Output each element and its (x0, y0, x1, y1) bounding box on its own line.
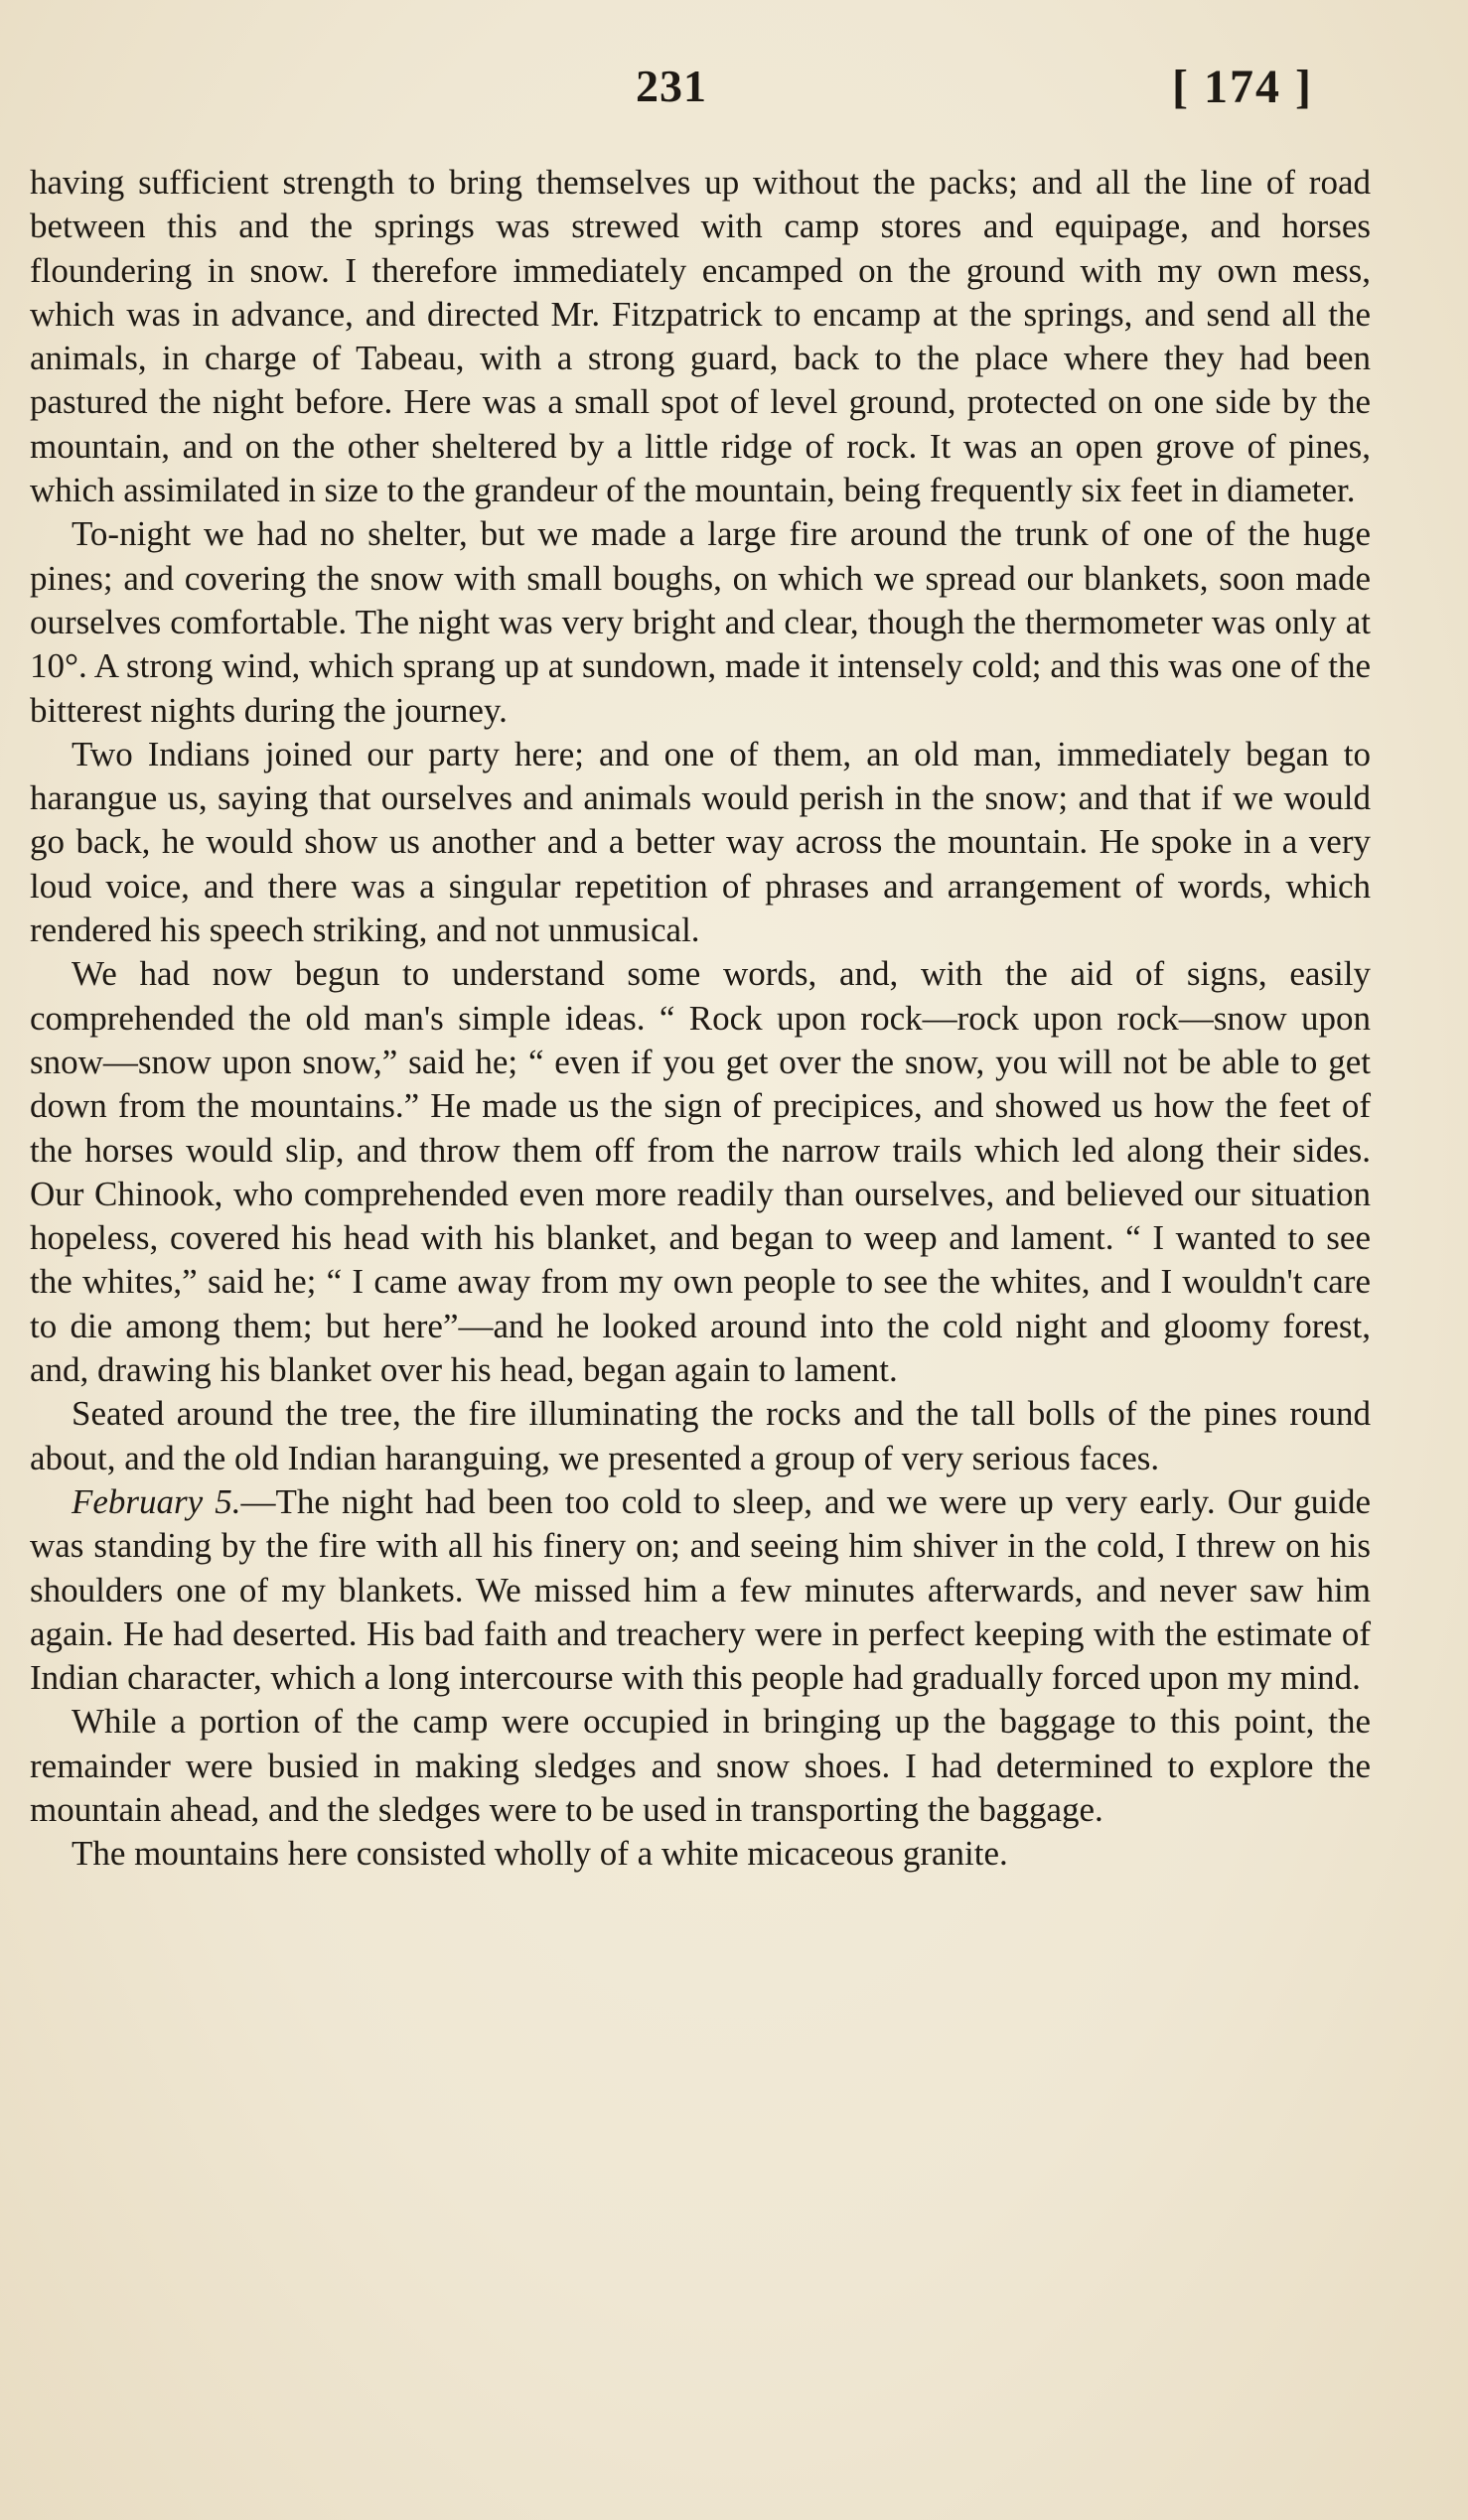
body-text (30, 161, 1371, 1877)
paragraph: February 5.—The night had been too cold to sleep, and we were up very early. Our guide was standing by the fire with all his finery on; and seeing him shiver in the cold, I threw on his shoulders one of my blankets. We missed him a few minutes afterwards, and never saw him again. He had deserted. His bad faith and treachery were in perfect keeping with the estimate of Indian character, which a long intercourse with this people had gradually forced upon my mind. (30, 1481, 1371, 1698)
entry-date: February 5. (72, 1481, 241, 1521)
paragraph: While a portion of the camp were occupied in bringing up the baggage to this point, the remainder were busied in making sledges and snow shoes. I had determined to explore the mountain ahead, and the sledges were to be used in transporting the baggage. (30, 1702, 1371, 1829)
page-number: 231 (636, 61, 707, 111)
paragraph: Two Indians joined our party here; and one of them, an old man, immediately began to harangue us, saying that ourselves and animals would perish in the snow; and that if we would go back, he would show us another and a better way across the mountain. He spoke in a very loud voice, and there was a singular repetition of phrases and arrangement of words, which rendered his speech striking, and not unmusical. (30, 734, 1371, 950)
paragraph: To-night we had no shelter, but we made a large fire around the trunk of one of the huge pines; and covering the snow with small boughs, on which we spread our blankets, soon made ourselves comfortable. The night was very bright and clear, though the thermometer was only at 10°. A strong wind, which sprang up at sundown, made it intensely cold; and this was one of the bitterest nights during the journey. (30, 514, 1371, 730)
bracketed-page-number: [ 174 ] (1172, 61, 1313, 113)
paragraph: We had now begun to understand some words, and, with the aid of signs, easily comprehended the old man's simple ideas. “ Rock upon rock—rock upon rock—snow upon snow—snow upon snow,” said he; “ even if you get over the snow, you will not be able to get down from the mountains.” He made us the sign of precipices, and showed us how the feet of the horses would slip, and throw them off from the narrow trails which led along their sides. Our Chinook, who comprehended even more readily than ourselves, and believed our situation hopeless, covered his head with his blanket, and began to weep and lament. “ I wanted to see the whites,” said he; “ I came away from my own people to see the whites, and I wouldn't care to die among them; but here”—and he looked around into the cold night and gloomy forest, and, drawing his blanket over his head, began again to lament. (30, 954, 1371, 1390)
paragraph: having sufficient strength to bring themselves up without the packs; and all the line of road between this and the springs was strewed with camp stores and equipage, and horses floundering in snow. I therefore immediately encamped on the ground with my own mess, which was in advance, and directed Mr. Fitzpatrick to encamp at the springs, and send all the animals, in charge of Tabeau, with a strong guard, back to the place where they had been pastured the night before. Here was a small spot of level ground, protected on one side by the mountain, and on the other sheltered by a little ridge of rock. It was an open grove of pines, which assimilated in size to the grandeur of the mountain, being frequently six feet in diameter. (30, 163, 1371, 510)
paragraph: Seated around the tree, the fire illuminating the rocks and the tall bolls of the pines round about, and the old Indian haranguing, we presented a group of very serious faces. (30, 1394, 1371, 1477)
page-header (0, 60, 1468, 129)
paragraph: The mountains here consisted wholly of a white micaceous granite. (72, 1834, 1008, 1874)
